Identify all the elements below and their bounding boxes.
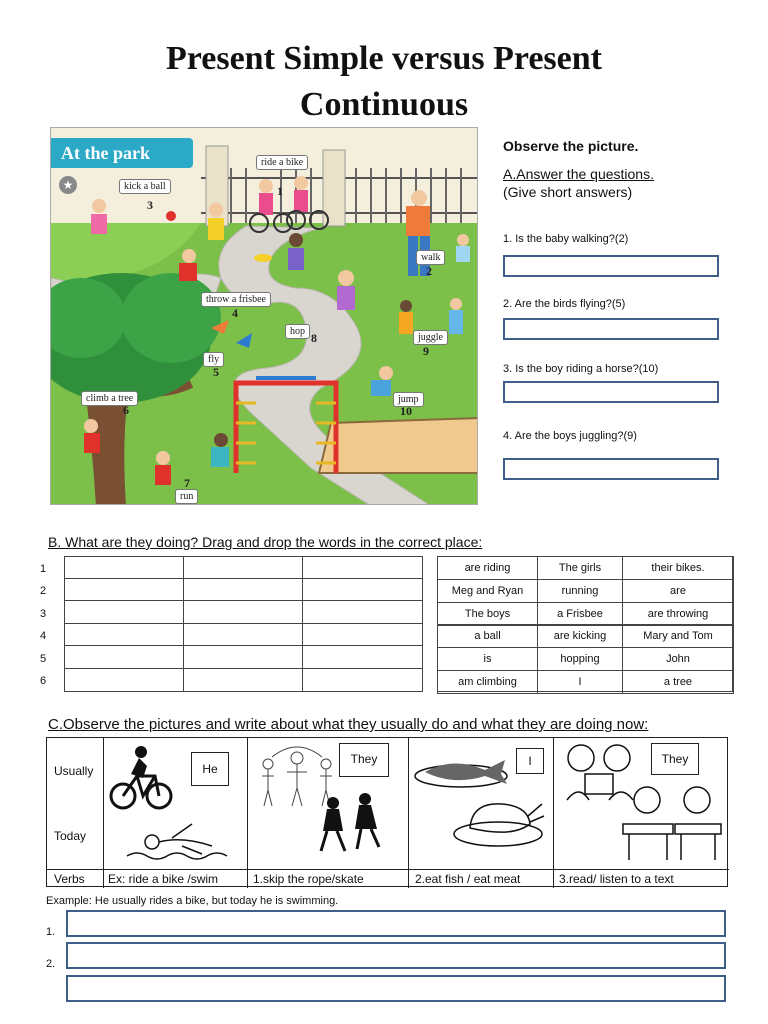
star-icon: ★ [59,176,77,194]
line-number-2: 2. [46,958,56,970]
cyclist-icon [107,744,177,810]
drop-cell-5-1[interactable] [64,645,184,669]
word-tile[interactable]: I [537,670,623,694]
word-tile[interactable]: hopping [537,647,623,671]
section-c-title: C.Observe the pictures and write about what they usually do and what they are doing now: [48,716,649,733]
chicken-icon [452,794,548,848]
line-number-1: 1. [46,926,56,938]
worksheet-title [0,36,768,128]
row-number-5: 5 [40,653,47,665]
label-jump: jump [393,392,424,407]
drop-cell-5-3[interactable] [302,645,423,669]
pronoun-box-1: He [191,752,229,786]
word-tile[interactable]: are throwing [622,602,734,626]
drop-cell-2-3[interactable] [302,578,423,601]
drop-cell-5-2[interactable] [183,645,303,669]
word-tile[interactable]: The boys [437,602,538,626]
habits-table [46,737,728,887]
word-tile[interactable]: a tree [622,670,734,694]
writing-field-2[interactable] [66,942,726,969]
writing-field-3[interactable] [66,975,726,1002]
drop-cell-4-1[interactable] [64,623,184,646]
park-scene [51,128,478,505]
row-number-6: 6 [40,675,47,687]
question-1: 1. Is the baby walking?(2) [503,233,629,245]
pronoun-box-3: I [516,748,544,774]
section-a-header [503,138,743,200]
fish-icon [413,748,513,790]
observe-heading: Observe the picture. [503,138,639,154]
num-5: 5 [213,365,219,379]
row-number-3: 3 [40,608,47,620]
word-tile[interactable]: their bikes. [622,556,734,580]
word-tile[interactable]: are kicking [537,624,623,648]
verb-2: 2.eat fish / eat meat [415,872,521,886]
row-label-usually: Usually [54,764,94,778]
drop-cell-3-1[interactable] [64,600,184,624]
word-bank [437,556,733,692]
writing-field-1[interactable] [66,910,726,937]
row-number-1: 1 [40,563,47,575]
park-title-banner: At the park [51,138,193,168]
label-walk: walk [416,250,445,265]
row-number-2: 2 [40,585,47,597]
word-tile[interactable]: The girls [537,556,623,580]
word-tile[interactable]: John [622,647,734,671]
drop-cell-3-3[interactable] [302,600,423,624]
label-kick-a-ball: kick a ball [119,179,171,194]
question-2: 2. Are the birds flying?(5) [503,298,626,310]
drop-cell-3-2[interactable] [183,600,303,624]
word-tile[interactable]: running [537,579,623,603]
num-2: 2 [426,264,432,278]
section-a-subtitle: (Give short answers) [503,184,633,200]
row-label-today: Today [54,829,87,843]
drop-cell-6-3[interactable] [302,668,423,692]
drop-cell-1-3[interactable] [302,556,423,579]
title-line-2: Continuous [299,86,469,123]
label-climb-a-tree: climb a tree [81,391,138,406]
verb-3: 3.read/ listen to a text [559,872,674,886]
verb-1: 1.skip the rope/skate [253,872,364,886]
park-illustration [50,127,478,505]
row-label-verbs: Verbs [54,872,85,886]
num-3: 3 [147,198,153,212]
drop-cell-6-2[interactable] [183,668,303,692]
label-hop: hop [285,324,310,339]
label-ride-a-bike: ride a bike [256,155,308,170]
skaters-icon [317,793,387,855]
answer-field-2[interactable] [503,318,719,340]
num-9: 9 [423,344,429,358]
drop-cell-4-2[interactable] [183,623,303,646]
example-sentence: Example: He usually rides a bike, but today he is swimming. [46,895,339,907]
drop-cell-2-2[interactable] [183,578,303,601]
swimmer-icon [122,818,232,863]
drop-cell-6-1[interactable] [64,668,184,692]
drop-cell-4-3[interactable] [302,623,423,646]
word-tile[interactable]: Mary and Tom [622,624,734,648]
section-a-title: A.Answer the questions. [503,166,654,182]
answer-field-1[interactable] [503,255,719,277]
label-run: run [175,489,198,504]
question-3: 3. Is the boy riding a horse?(10) [503,363,659,375]
students-listening-icon [615,782,725,864]
row-number-4: 4 [40,630,47,642]
label-juggle: juggle [413,330,448,345]
word-tile[interactable]: are riding [437,556,538,580]
num-8: 8 [311,331,317,345]
num-7: 7 [184,476,190,490]
word-tile[interactable]: Meg and Ryan [437,579,538,603]
pronoun-box-2: They [339,743,389,777]
word-tile[interactable]: a Frisbee [537,602,623,626]
question-4: 4. Are the boys juggling?(9) [503,430,637,442]
num-6: 6 [123,403,129,417]
word-tile[interactable]: am climbing [437,670,538,694]
title-line-1: Present Simple versus Present [166,40,602,77]
drop-cell-1-1[interactable] [64,556,184,579]
drop-cell-1-2[interactable] [183,556,303,579]
word-tile[interactable]: a ball [437,624,538,648]
drop-cell-2-1[interactable] [64,578,184,601]
label-throw-a-frisbee: throw a frisbee [201,292,271,307]
label-fly: fly [203,352,224,367]
answer-field-4[interactable] [503,458,719,480]
pronoun-box-4: They [651,743,699,775]
num-1: 1 [277,184,283,198]
num-4: 4 [232,306,238,320]
section-b-title: B. What are they doing? Drag and drop the words in the correct place: [48,534,483,550]
word-tile[interactable]: is [437,647,538,671]
verb-example: Ex: ride a bike /swim [108,872,219,886]
answer-field-3[interactable] [503,381,719,403]
num-10: 10 [400,404,412,418]
word-tile[interactable]: are [622,579,734,603]
